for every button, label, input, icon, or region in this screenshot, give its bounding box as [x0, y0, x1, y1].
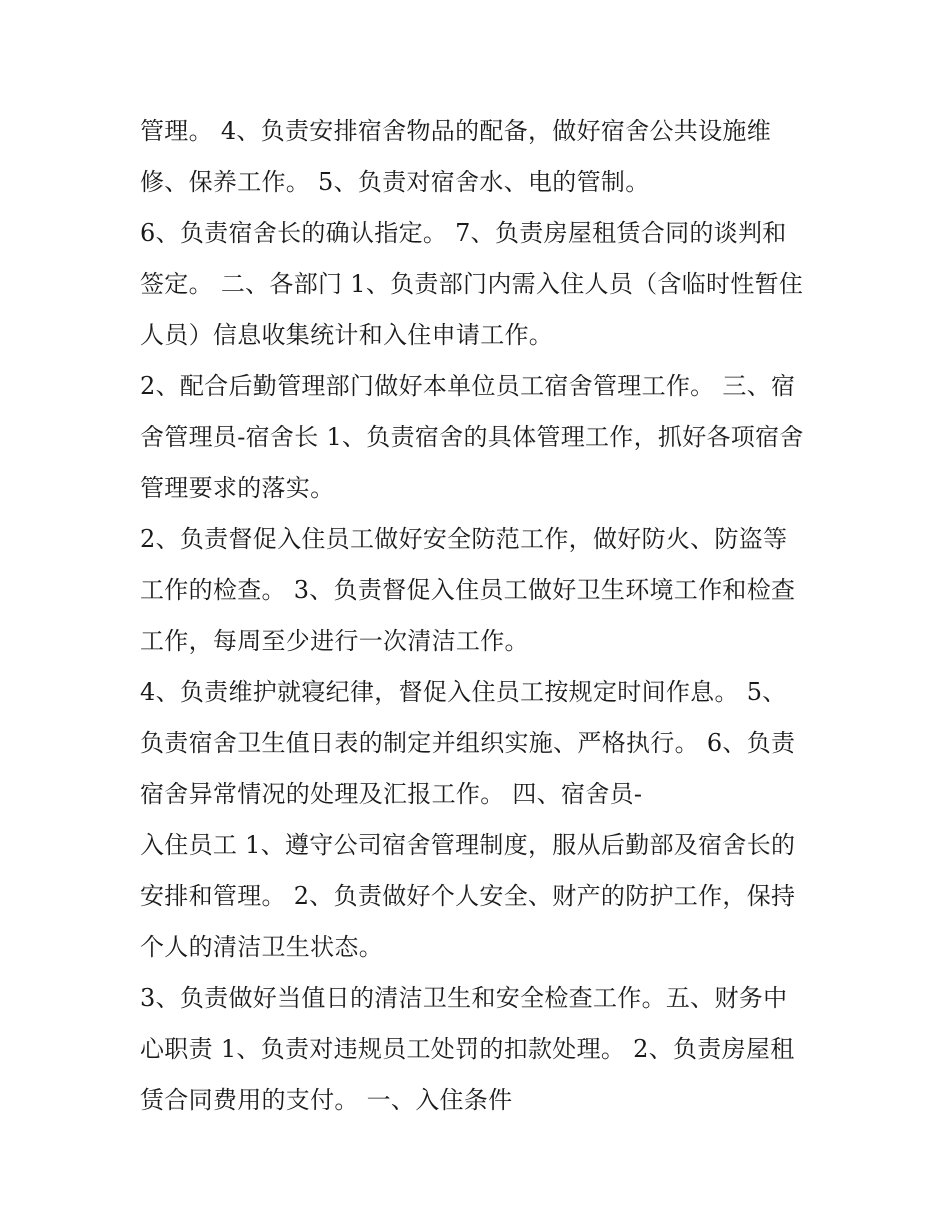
text-line: 2、负责督促入住员工做好安全防范工作，做好防火、防盗等 [140, 525, 788, 553]
text-line: 赁合同费用的支付。 一、入住条件 [140, 1086, 513, 1114]
text-line: 签定。 二、各部门 1、负责部门内需入住人员（含临时性暂住 [140, 270, 804, 298]
text-line: 工作的检查。 3、负责督促入住员工做好卫生环境工作和检查 [140, 576, 796, 604]
text-line: 工作，每周至少进行一次清洁工作。 [140, 627, 529, 655]
text-line: 个人的清洁卫生状态。 [140, 933, 383, 961]
text-line: 安排和管理。 2、负责做好个人安全、财产的防护工作，保持 [140, 882, 796, 910]
text-line: 6、负责宿舍长的确认指定。 7、负责房屋租赁合同的谈判和 [140, 219, 787, 247]
text-line: 4、负责维护就寝纪律，督促入住员工按规定时间作息。 5、 [140, 678, 787, 706]
text-line: 入住员工 1、遵守公司宿舍管理制度，服从后勤部及宿舍长的 [140, 831, 796, 859]
text-line: 3、负责做好当值日的清洁卫生和安全检查工作。五、财务中 [140, 984, 788, 1012]
text-line: 宿舍异常情况的处理及汇报工作。 四、宿舍员- [140, 780, 643, 808]
text-line: 人员）信息收集统计和入住申请工作。 [140, 321, 554, 349]
text-line: 管理。 4、负责安排宿舍物品的配备，做好宿舍公共设施维 [140, 117, 771, 145]
text-line: 2、配合后勤管理部门做好本单位员工宿舍管理工作。 三、宿 [140, 372, 796, 400]
document-body [140, 106, 820, 1126]
text-line: 管理要求的落实。 [140, 474, 335, 502]
text-line: 修、保养工作。 5、负责对宿舍水、电的管制。 [140, 168, 650, 196]
text-line: 负责宿舍卫生值日表的制定并组织实施、严格执行。 6、负责 [140, 729, 796, 757]
text-line: 舍管理员-宿舍长 1、负责宿舍的具体管理工作，抓好各项宿舍 [140, 423, 804, 451]
text-line: 心职责 1、负责对违规员工处罚的扣款处理。 2、负责房屋租 [140, 1035, 795, 1063]
